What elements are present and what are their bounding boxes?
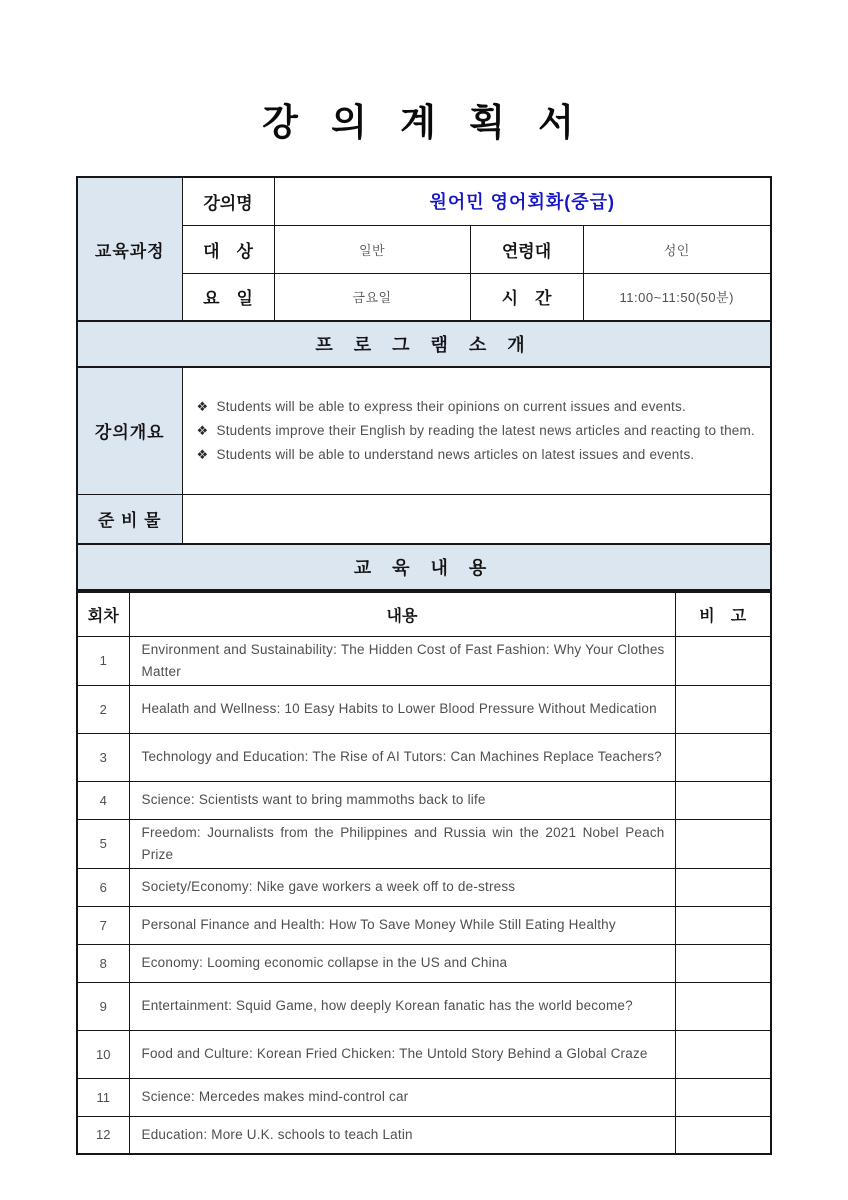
session-content: Freedom: Journalists from the Philippines and Russia win the 2021 Nobel Peach Prize xyxy=(129,819,675,868)
session-number: 12 xyxy=(77,1116,129,1154)
col-header-content: 내용 xyxy=(129,592,675,636)
content-header: 교 육 내 용 xyxy=(77,544,771,590)
target-age-row xyxy=(77,225,771,273)
session-note xyxy=(675,1078,771,1116)
session-note xyxy=(675,1116,771,1154)
overview-bullet-text: Students will be able to express their opinions on current issues and events. xyxy=(216,398,686,414)
schedule-row xyxy=(77,1030,771,1078)
overview-bullet-text: Students improve their English by reading the latest news articles and reacting to them. xyxy=(216,422,755,438)
session-note xyxy=(675,819,771,868)
session-number: 2 xyxy=(77,685,129,733)
session-number: 6 xyxy=(77,868,129,906)
diamond-bullet-icon: ❖ xyxy=(196,446,209,462)
session-content: Entertainment: Squid Game, how deeply Korean fanatic has the world become? xyxy=(129,982,675,1030)
schedule-row xyxy=(77,868,771,906)
session-note xyxy=(675,944,771,982)
day-value: 금요일 xyxy=(274,273,470,321)
lecture-name-row xyxy=(77,177,771,225)
age-group-label: 연령대 xyxy=(470,225,583,273)
session-number: 10 xyxy=(77,1030,129,1078)
session-content: Society/Economy: Nike gave workers a week off to de-stress xyxy=(129,868,675,906)
program-intro-header: 프 로 그 램 소 개 xyxy=(77,321,771,367)
schedule-row xyxy=(77,733,771,781)
session-number: 7 xyxy=(77,906,129,944)
session-number: 5 xyxy=(77,819,129,868)
target-value: 일반 xyxy=(274,225,470,273)
overview-row xyxy=(77,367,771,494)
course-info-table xyxy=(76,176,772,591)
schedule-row xyxy=(77,906,771,944)
session-content: Healath and Wellness: 10 Easy Habits to Lower Blood Pressure Without Medication xyxy=(129,685,675,733)
time-value: 11:00~11:50(50분) xyxy=(583,273,771,321)
schedule-row xyxy=(77,982,771,1030)
diamond-bullet-icon: ❖ xyxy=(196,398,209,414)
materials-value xyxy=(182,494,771,544)
session-content: Environment and Sustainability: The Hidden Cost of Fast Fashion: Why Your Clothes Matter xyxy=(129,636,675,685)
schedule-row xyxy=(77,685,771,733)
materials-label: 준 비 물 xyxy=(77,494,182,544)
session-note xyxy=(675,982,771,1030)
schedule-table xyxy=(76,591,772,1155)
session-note xyxy=(675,906,771,944)
overview-bullet xyxy=(197,395,759,419)
day-label: 요 일 xyxy=(182,273,274,321)
schedule-row xyxy=(77,1116,771,1154)
lecture-name-value: 원어민 영어회화(중급) xyxy=(274,177,771,225)
session-note xyxy=(675,733,771,781)
session-number: 1 xyxy=(77,636,129,685)
session-note xyxy=(675,868,771,906)
session-number: 4 xyxy=(77,781,129,819)
session-number: 9 xyxy=(77,982,129,1030)
program-intro-band-row xyxy=(77,321,771,367)
session-number: 11 xyxy=(77,1078,129,1116)
content-band-row xyxy=(77,544,771,590)
course-section-label: 교육과정 xyxy=(77,177,182,321)
overview-bullet-text: Students will be able to understand news articles on latest issues and events. xyxy=(216,446,695,462)
session-note xyxy=(675,781,771,819)
document-title: 강 의 계 획 서 xyxy=(262,103,586,144)
col-header-session: 회차 xyxy=(77,592,129,636)
schedule-row xyxy=(77,1078,771,1116)
schedule-row xyxy=(77,944,771,982)
schedule-row xyxy=(77,781,771,819)
schedule-row xyxy=(77,636,771,685)
schedule-header-row xyxy=(77,592,771,636)
time-label: 시 간 xyxy=(470,273,583,321)
session-note xyxy=(675,685,771,733)
lecture-name-label: 강의명 xyxy=(182,177,274,225)
col-header-note: 비 고 xyxy=(675,592,771,636)
overview-bullet xyxy=(197,443,759,467)
session-content: Science: Mercedes makes mind-control car xyxy=(129,1078,675,1116)
overview-bullet xyxy=(197,419,759,443)
day-time-row xyxy=(77,273,771,321)
session-number: 3 xyxy=(77,733,129,781)
session-content: Technology and Education: The Rise of AI Tutors: Can Machines Replace Teachers? xyxy=(129,733,675,781)
session-content: Food and Culture: Korean Fried Chicken: The Untold Story Behind a Global Craze xyxy=(129,1030,675,1078)
target-label: 대 상 xyxy=(182,225,274,273)
diamond-bullet-icon: ❖ xyxy=(196,422,209,438)
age-group-value: 성인 xyxy=(583,225,771,273)
materials-row xyxy=(77,494,771,544)
session-number: 8 xyxy=(77,944,129,982)
session-note xyxy=(675,1030,771,1078)
overview-content xyxy=(182,367,771,494)
session-content: Education: More U.K. schools to teach Latin xyxy=(129,1116,675,1154)
overview-label: 강의개요 xyxy=(77,367,182,494)
session-content: Economy: Looming economic collapse in the US and China xyxy=(129,944,675,982)
schedule-row xyxy=(77,819,771,868)
session-note xyxy=(675,636,771,685)
session-content: Personal Finance and Health: How To Save Money While Still Eating Healthy xyxy=(129,906,675,944)
session-content: Science: Scientists want to bring mammoths back to life xyxy=(129,781,675,819)
